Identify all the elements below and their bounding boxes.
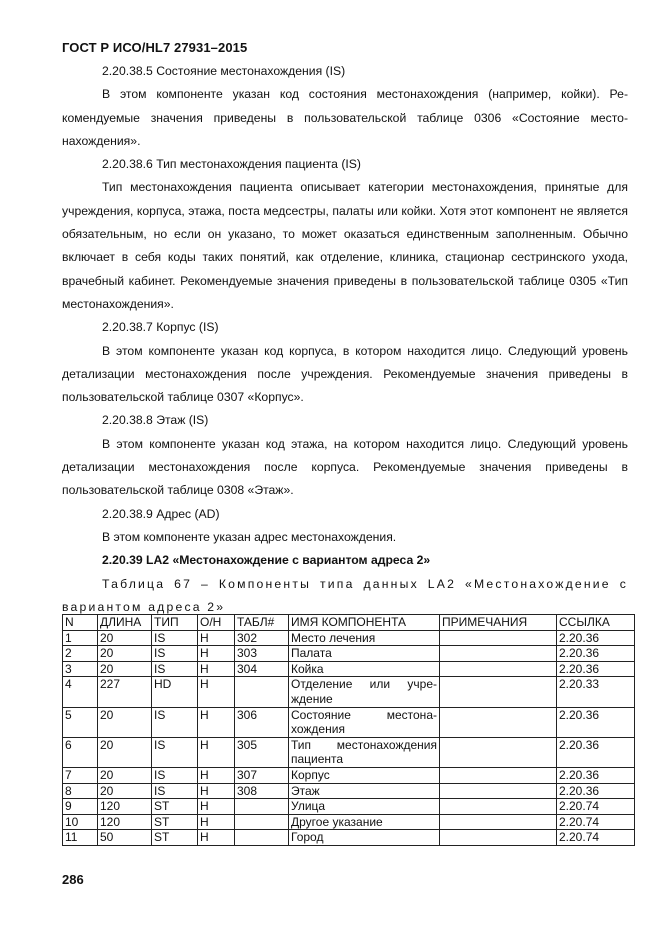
cell-ref: 2.20.36 xyxy=(557,783,635,799)
cell-name: Улица xyxy=(289,799,440,815)
cell-table: 305 xyxy=(235,737,289,767)
cell-name: Койка xyxy=(289,661,440,677)
column-header: ТАБЛ# xyxy=(235,615,289,631)
cell-name: Другое указание xyxy=(289,814,440,830)
cell-length: 50 xyxy=(98,830,152,846)
cell-name: Состояние местонахождения xyxy=(289,707,440,737)
cell-length: 120 xyxy=(98,799,152,815)
cell-notes xyxy=(440,677,557,707)
cell-ref: 2.20.36 xyxy=(557,737,635,767)
cell-n: 2 xyxy=(63,646,98,662)
cell-name: Тип местонахождения пациента xyxy=(289,737,440,767)
cell-length: 20 xyxy=(98,783,152,799)
cell-ref: 2.20.36 xyxy=(557,661,635,677)
standard-header: ГОСТ Р ИСО/HL7 27931–2015 xyxy=(62,40,248,55)
cell-ref: 2.20.36 xyxy=(557,630,635,646)
section-heading: 2.20.38.9 Адрес (AD) xyxy=(102,506,220,521)
cell-length: 120 xyxy=(98,814,152,830)
table-caption: Таблица 67 – Компоненты типа данных LA2 «Местонахождение с вариантом адреса 2» xyxy=(62,576,628,614)
cell-name: Корпус xyxy=(289,767,440,783)
cell-opt: H xyxy=(198,677,235,707)
cell-type: HD xyxy=(152,677,198,707)
cell-n: 7 xyxy=(63,767,98,783)
table-row xyxy=(63,799,635,815)
cell-opt: H xyxy=(198,783,235,799)
table-row xyxy=(63,707,635,737)
cell-notes xyxy=(440,767,557,783)
cell-table: 307 xyxy=(235,767,289,783)
cell-n: 3 xyxy=(63,661,98,677)
cell-table: 303 xyxy=(235,646,289,662)
cell-opt: H xyxy=(198,707,235,737)
cell-notes xyxy=(440,814,557,830)
table-row xyxy=(63,814,635,830)
cell-name: Город xyxy=(289,830,440,846)
cell-table xyxy=(235,830,289,846)
cell-type: IS xyxy=(152,707,198,737)
cell-table xyxy=(235,814,289,830)
cell-opt: H xyxy=(198,830,235,846)
cell-table: 304 xyxy=(235,661,289,677)
column-header: ПРИМЕЧАНИЯ xyxy=(440,615,557,631)
cell-n: 9 xyxy=(63,799,98,815)
body-text xyxy=(62,60,628,619)
cell-table xyxy=(235,677,289,707)
cell-ref: 2.20.33 xyxy=(557,677,635,707)
table-row xyxy=(63,630,635,646)
cell-opt: H xyxy=(198,799,235,815)
cell-opt: H xyxy=(198,737,235,767)
cell-opt: H xyxy=(198,814,235,830)
cell-type: ST xyxy=(152,830,198,846)
cell-length: 20 xyxy=(98,630,152,646)
section-heading: 2.20.38.8 Этаж (IS) xyxy=(102,413,209,428)
cell-table: 308 xyxy=(235,783,289,799)
page-number: 286 xyxy=(62,872,84,887)
cell-type: IS xyxy=(152,737,198,767)
cell-length: 20 xyxy=(98,661,152,677)
paragraph: В этом компоненте указан код корпуса, в котором находится лицо. Следующий уровень детализации местонахождения после учреждения. Рекомендуемые значения приведены в пользовательской таблице 0307 «Корпус». xyxy=(62,343,628,405)
cell-name: Палата xyxy=(289,646,440,662)
cell-name: Отделение или учреждение xyxy=(289,677,440,707)
cell-table: 306 xyxy=(235,707,289,737)
cell-ref: 2.20.36 xyxy=(557,767,635,783)
cell-type: ST xyxy=(152,814,198,830)
cell-type: IS xyxy=(152,767,198,783)
cell-length: 20 xyxy=(98,646,152,662)
table-row xyxy=(63,737,635,767)
cell-n: 11 xyxy=(63,830,98,846)
cell-table xyxy=(235,799,289,815)
cell-name: Этаж xyxy=(289,783,440,799)
column-header: ТИП xyxy=(152,615,198,631)
cell-notes xyxy=(440,707,557,737)
column-header: N xyxy=(63,615,98,631)
cell-length: 20 xyxy=(98,737,152,767)
cell-n: 8 xyxy=(63,783,98,799)
cell-name: Место лечения xyxy=(289,630,440,646)
cell-length: 20 xyxy=(98,707,152,737)
section-heading-bold: 2.20.39 LA2 «Местонахождение с вариантом адреса 2» xyxy=(102,553,431,568)
column-header: ИМЯ КОМПОНЕНТА xyxy=(289,615,440,631)
cell-notes xyxy=(440,830,557,846)
section-heading: 2.20.38.7 Корпус (IS) xyxy=(102,320,219,335)
cell-ref: 2.20.74 xyxy=(557,830,635,846)
cell-ref: 2.20.74 xyxy=(557,799,635,815)
cell-n: 5 xyxy=(63,707,98,737)
cell-n: 10 xyxy=(63,814,98,830)
cell-opt: H xyxy=(198,646,235,662)
cell-type: IS xyxy=(152,630,198,646)
paragraph: Тип местонахождения пациента описывает категории местонахождения, принятые для учреждения, корпуса, этажа, поста медсестры, палаты или койки. Хотя этот компонент не является обязательным, но если он указано, то может оказаться единственным заполненным. Обычно включает в себя коды таких понятий, как отделение, клиника, стационар сестринского ухода, врачебный кабинет. Рекомендуемые значения приведены в пользовательской таблице 0305 «Тип местонахождения». xyxy=(62,180,628,311)
cell-notes xyxy=(440,630,557,646)
column-header: ДЛИНА xyxy=(98,615,152,631)
table-row xyxy=(63,677,635,707)
cell-n: 1 xyxy=(63,630,98,646)
column-header: ССЫЛКА xyxy=(557,615,635,631)
cell-n: 4 xyxy=(63,677,98,707)
cell-ref: 2.20.74 xyxy=(557,814,635,830)
table-header-row xyxy=(63,615,635,631)
table-row xyxy=(63,646,635,662)
table-row xyxy=(63,661,635,677)
cell-notes xyxy=(440,783,557,799)
cell-opt: H xyxy=(198,661,235,677)
table-row xyxy=(63,783,635,799)
paragraph: В этом компоненте указан код этажа, на котором находится лицо. Следующий уровень детализации местонахождения после корпуса. Рекомендуемые значения приведены в пользовательской таблице 0308 «Этаж». xyxy=(62,436,628,498)
cell-ref: 2.20.36 xyxy=(557,646,635,662)
cell-notes xyxy=(440,646,557,662)
cell-length: 20 xyxy=(98,767,152,783)
cell-length: 227 xyxy=(98,677,152,707)
paragraph: В этом компоненте указан адрес местонахождения. xyxy=(102,529,397,544)
components-table xyxy=(62,614,635,846)
cell-notes xyxy=(440,799,557,815)
column-header: О/Н xyxy=(198,615,235,631)
cell-type: ST xyxy=(152,799,198,815)
cell-opt: H xyxy=(198,767,235,783)
cell-type: IS xyxy=(152,783,198,799)
table-row xyxy=(63,830,635,846)
section-heading: 2.20.38.5 Состояние местонахождения (IS) xyxy=(102,64,346,78)
cell-ref: 2.20.36 xyxy=(557,707,635,737)
cell-opt: H xyxy=(198,630,235,646)
cell-type: IS xyxy=(152,661,198,677)
cell-table: 302 xyxy=(235,630,289,646)
paragraph: В этом компоненте указан код состояния местонахождения (например, койки). Рекомендуемые значения приведены в пользовательской таблице 0306 «Состояние местонахождения». xyxy=(62,87,628,148)
table-row xyxy=(63,767,635,783)
cell-n: 6 xyxy=(63,737,98,767)
cell-type: IS xyxy=(152,646,198,662)
section-heading: 2.20.38.6 Тип местонахождения пациента (IS) xyxy=(102,157,361,172)
cell-notes xyxy=(440,661,557,677)
cell-notes xyxy=(440,737,557,767)
